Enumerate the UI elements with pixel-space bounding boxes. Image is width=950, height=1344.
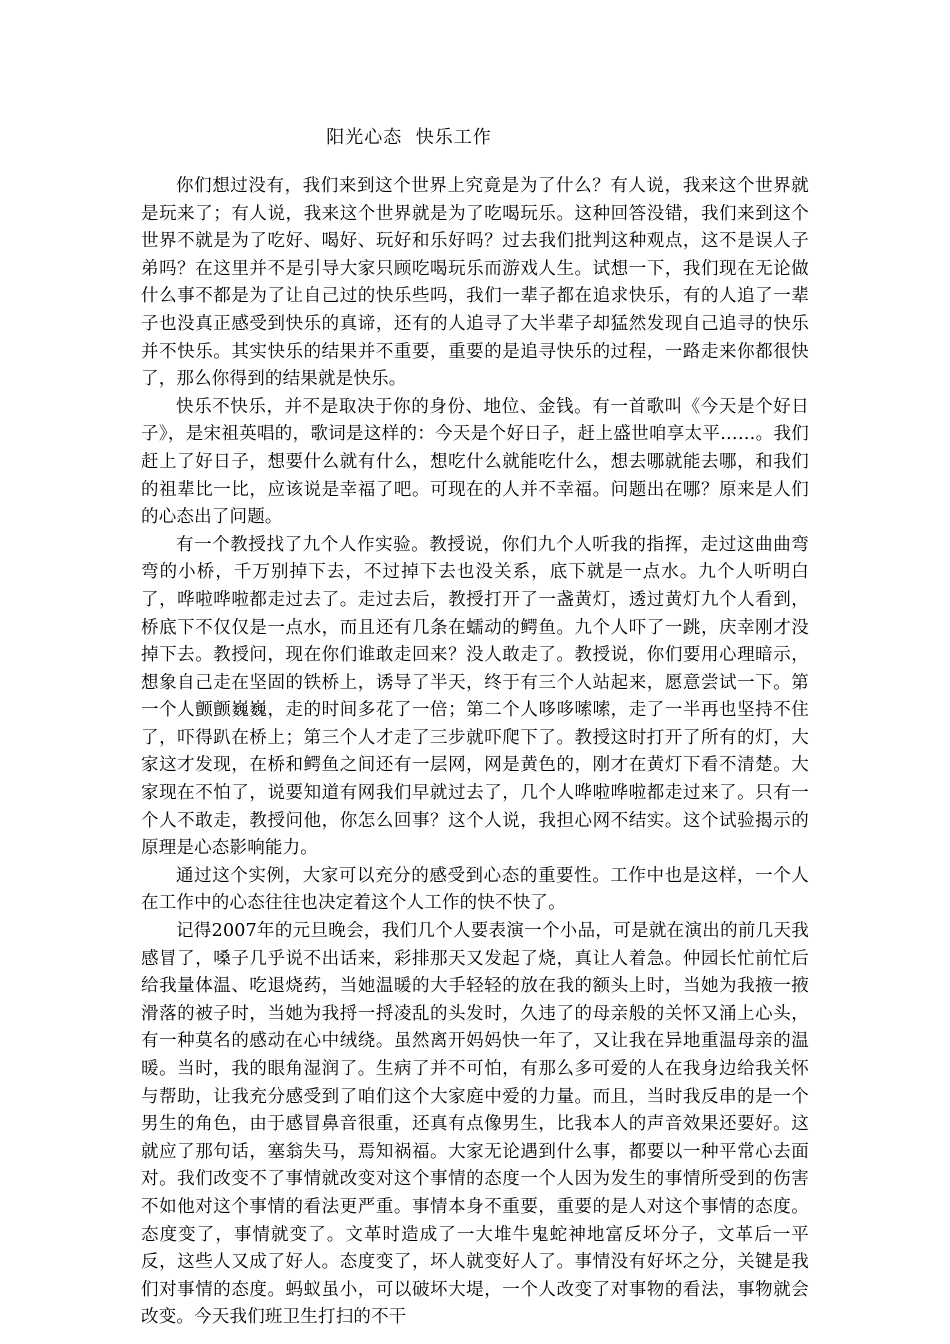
paragraph-1: 你们想过没有，我们来到这个世界上究竟是为了什么？有人说，我来这个世界就是玩来了；有人说，我来这个世界就是为了吃喝玩乐。这种回答没错，我们来到这个世界不就是为了吃好、喝好、玩好和乐好吗？过去我们批判这种观点，这不是误人子弟吗？在这里并不是引导大家只顾吃喝玩乐而游戏人生。试想一下，我们现在无论做什么事不都是为了让自己过的快乐些吗，我们一辈子都在追求快乐，有的人追了一辈子也没真正感受到快乐的真谛，还有的人追寻了大半辈子却猛然发现自己追寻的快乐并不快乐。其实快乐的结果并不重要，重要的是追寻快乐的过程，一路走来你都很快了，那么你得到的结果就是快乐。 — [141, 176, 809, 390]
paragraph-4: 通过这个实例，大家可以充分的感受到心态的重要性。工作中也是这样，一个人在工作中的心态往往也决定着这个人工作的快不快了。 — [141, 865, 809, 914]
document-body — [141, 173, 809, 1332]
paragraph-5: 记得2007年的元旦晚会，我们几个人要表演一个小品，可是就在演出的前几天我感冒了，嗓子几乎说不出话来，彩排那天又发起了烧，真让人着急。仲园长忙前忙后给我量体温、吃退烧药，当她温暖的大手轻轻的放在我的额头上时，当她为我掖一掖滑落的被子时，当她为我捋一捋凌乱的头发时，久违了的母亲般的关怀又涌上心头，有一种莫名的感动在心中绒绕。虽然离开妈妈快一年了，又让我在异地重温母亲的温暖。当时，我的眼角湿润了。生病了并不可怕，有那么多可爱的人在我身边给我关怀与帮助，让我充分感受到了咱们这个大家庭中爱的力量。而且，当时我反串的是一个男生的角色，由于感冒鼻音很重，还真有点像男生，比我本人的声音效果还要好。这就应了那句话，塞翁失马，焉知祸福。大家无论遇到什么事，都要以一种平常心去面对。我们改变不了事情就改变对这个事情的态度一个人因为发生的事情所受到的伤害不如他对这个事情的看法更严重。事情本身不重要，重要的是人对这个事情的态度。态度变了，事情就变了。文革时造成了一大堆牛鬼蛇神地富反坏分子，文革后一平反，这些人又成了好人。态度变了，坏人就变好人了。事情没有好坏之分，关键是我们对事情的态度。蚂蚁虽小，可以破坏大堤，一个人改变了对事物的看法，事物就会改变。今天我们班卫生打扫的不干 — [141, 921, 809, 1328]
document-title: 阳光心态 快乐工作 — [326, 127, 492, 148]
paragraph-2: 快乐不快乐，并不是取决于你的身份、地位、金钱。有一首歌叫《今天是个好日子》，是宋祖英唱的，歌词是这样的：今天是个好日子，赶上盛世咱享太平……。我们赶上了好日子，想要什么就有什么，想吃什么就能吃什么，想去哪就能去哪，和我们的祖辈比一比，应该说是幸福了吧。可现在的人并不幸福。问题出在哪？原来是人们的心态出了问题。 — [141, 396, 809, 528]
paragraph-3: 有一个教授找了九个人作实验。教授说，你们九个人听我的指挥，走过这曲曲弯弯的小桥，千万别掉下去，不过掉下去也没关系，底下就是一点水。九个人听明白了，哗啦哗啦都走过去了。走过去后，教授打开了一盏黄灯，透过黄灯九个人看到，桥底下不仅仅是一点水，而且还有几条在蠕动的鳄鱼。九个人吓了一跳，庆幸刚才没掉下去。教授问，现在你们谁敢走回来？没人敢走了。教授说，你们要用心理暗示，想象自己走在坚固的铁桥上，诱导了半天，终于有三个人站起来，愿意尝试一下。第一个人颤颤巍巍，走的时间多花了一倍；第二个人哆哆嗦嗦，走了一半再也坚持不住了，吓得趴在桥上；第三个人才走了三步就吓爬下了。教授这时打开了所有的灯，大家这才发现，在桥和鳄鱼之间还有一层网，网是黄色的，刚才在黄灯下看不清楚。大家现在不怕了，说要知道有网我们早就过去了，几个人哗啦哗啦都走过来了。只有一个人不敢走，教授问他，你怎么回事？这个人说，我担心网不结实。这个试验揭示的原理是心态影响能力。 — [141, 534, 809, 859]
